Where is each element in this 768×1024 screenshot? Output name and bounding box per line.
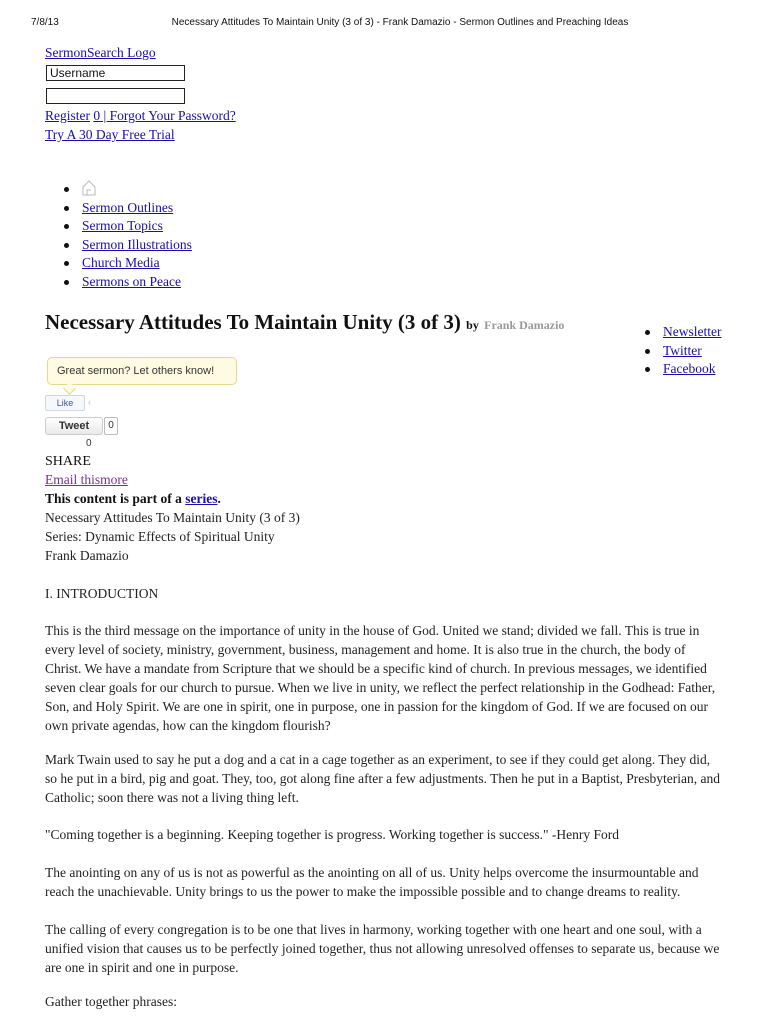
facebook-link[interactable]: Facebook: [663, 361, 716, 376]
body-paragraph: This is the third message on the importance of unity in the house of God. United we stand; divided we fall. This is true in every level of society, ministry, government, business, management and home. It is also true in the church, the body of Christ. We have a mandate from Scripture that we should be a specific kind of church. In previous messages, we identified seven clear goals for our church to pursue. When we live in unity, we reflect the perfect relationship in the Godhead: Father, Son, and Holy Spirit. We are one in spirit, one in purpose, one in passion for the kingdom of God. If we are focused on our own private agendas, how can the kingdom flourish?: [45, 623, 716, 733]
series-note-prefix: This content is part of a: [45, 491, 186, 506]
social-links: [645, 323, 721, 379]
body-paragraph: The calling of every congregation is to be one that lives in harmony, working together with one heart and one soul, with a unified vision that causes us to be perfectly joined together, thus not allowing unresolved offenses to separate us, because we are one in spirit and one in purpose.: [45, 922, 720, 975]
side-item-facebook[interactable]: [645, 360, 721, 379]
plus-count: 0: [86, 438, 92, 449]
nav-item-sermon-illustrations[interactable]: [64, 236, 192, 255]
nav-link[interactable]: Sermon Topics: [82, 218, 163, 233]
share-label: SHARE: [45, 454, 91, 469]
print-header: [0, 17, 768, 31]
side-item-twitter[interactable]: [645, 342, 721, 361]
auth-links: [45, 108, 236, 124]
author-name: Frank Damazio: [484, 318, 565, 332]
nav-item-church-media[interactable]: [64, 254, 192, 273]
forgot-password-link[interactable]: 0 | Forgot Your Password?: [93, 108, 236, 123]
series-link[interactable]: series: [185, 491, 218, 506]
series-note: [45, 491, 221, 507]
by-label: by: [466, 318, 479, 332]
main-nav: [64, 180, 192, 291]
site-logo-link[interactable]: SermonSearch Logo: [45, 45, 156, 60]
newsletter-link[interactable]: Newsletter: [663, 324, 722, 339]
body-quote: "Coming together is a beginning. Keeping together is progress. Working together is success." -Henry Ford: [45, 827, 619, 842]
nav-link[interactable]: Sermons on Peace: [82, 273, 181, 289]
series-note-suffix: .: [217, 491, 221, 506]
print-title: Necessary Attitudes To Maintain Unity (3 of 3) - Frank Damazio - Sermon Outlines and Preaching Ideas: [171, 17, 629, 28]
body-paragraph: The anointing on any of us is not as powerful as the anointing on all of us. Unity helps overcome the insurmountable and reach the unachievable. Unity brings to us the power to make the impossible possible and to change dreams to reality.: [45, 865, 699, 899]
register-link[interactable]: Register: [45, 108, 90, 123]
tweet-count: 0: [104, 417, 118, 435]
facebook-like-button[interactable]: Like: [45, 395, 85, 411]
password-input[interactable]: [46, 88, 185, 104]
share-prompt-bubble: Great sermon? Let others know!: [47, 357, 237, 385]
nav-link[interactable]: Sermon Illustrations: [82, 236, 192, 252]
username-input[interactable]: Username: [46, 65, 185, 81]
nav-link[interactable]: Church Media: [82, 255, 160, 270]
meta-author: Frank Damazio: [45, 548, 129, 563]
print-date: 7/8/13: [31, 17, 59, 28]
section-heading: I. INTRODUCTION: [45, 586, 159, 601]
nav-link[interactable]: Sermon Outlines: [82, 199, 174, 215]
nav-item-home[interactable]: [64, 180, 192, 199]
meta-title: Necessary Attitudes To Maintain Unity (3 of 3): [45, 510, 300, 525]
tweet-button[interactable]: Tweet: [45, 417, 103, 435]
nav-item-sermons-on-peace[interactable]: [64, 273, 192, 292]
page-title: [45, 310, 564, 335]
home-icon[interactable]: [82, 180, 96, 196]
meta-series: Series: Dynamic Effects of Spiritual Unity: [45, 529, 275, 544]
nav-item-sermon-topics[interactable]: [64, 217, 192, 236]
like-count: ‹: [88, 397, 91, 407]
twitter-link[interactable]: Twitter: [663, 342, 702, 358]
email-link[interactable]: Email thismore: [45, 472, 128, 487]
nav-item-sermon-outlines[interactable]: [64, 199, 192, 218]
free-trial-link[interactable]: Try A 30 Day Free Trial: [45, 127, 175, 142]
body-paragraph: Gather together phrases:: [45, 994, 177, 1009]
body-paragraph: Mark Twain used to say he put a dog and a cat in a cage together as an experiment, to see if they could get along. They did, so he put in a bird, pig and goat. They, too, got along fine after a few adjustments. Then he put in a Baptist, Presbyterian, and Catholic; soon there was not a living thing left.: [45, 752, 720, 805]
sermon-title: Necessary Attitudes To Maintain Unity (3 of 3): [45, 310, 461, 334]
side-item-newsletter[interactable]: [645, 323, 721, 342]
